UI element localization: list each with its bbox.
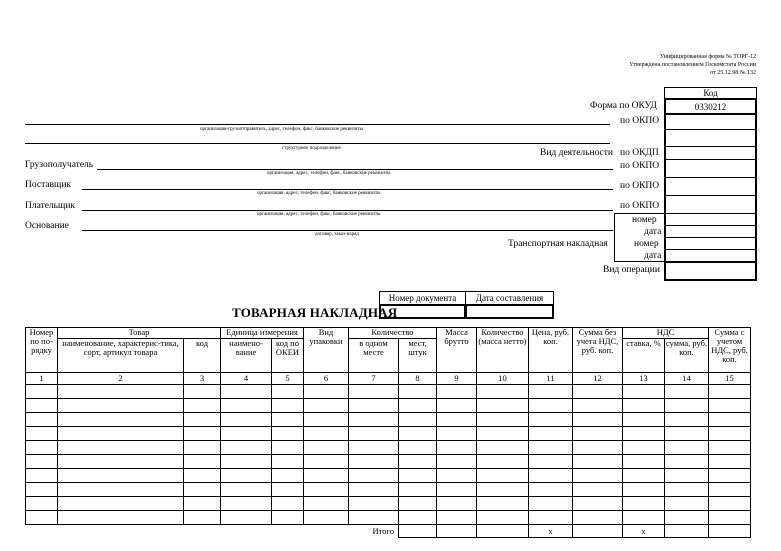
- table-cell[interactable]: [573, 441, 623, 455]
- okpo-sender-field[interactable]: [664, 114, 757, 130]
- column-number: 14: [665, 373, 709, 385]
- table-cell[interactable]: [184, 413, 221, 427]
- table-cell[interactable]: [399, 497, 437, 511]
- table-cell[interactable]: [221, 469, 272, 483]
- col-header-pack: Вид упаковки: [304, 328, 349, 373]
- table-cell[interactable]: [304, 441, 349, 455]
- table-cell[interactable]: [399, 441, 437, 455]
- table-cell[interactable]: [184, 455, 221, 469]
- table-row: [26, 469, 751, 483]
- table-cell[interactable]: [272, 511, 304, 525]
- table-cell[interactable]: [573, 427, 623, 441]
- table-cell[interactable]: [349, 399, 399, 413]
- table-cell[interactable]: [573, 455, 623, 469]
- table-cell[interactable]: [529, 399, 573, 413]
- table-cell[interactable]: [623, 455, 665, 469]
- consignee-label: Грузополучатель: [25, 160, 94, 170]
- table-cell[interactable]: [58, 385, 184, 399]
- date-label-1: дата: [644, 227, 662, 237]
- table-cell[interactable]: [304, 483, 349, 497]
- table-cell[interactable]: [477, 455, 529, 469]
- total-sum-with-vat[interactable]: [709, 525, 751, 538]
- table-cell[interactable]: [272, 469, 304, 483]
- table-cell[interactable]: [709, 413, 751, 427]
- supplier-label: Поставщик: [25, 180, 72, 190]
- table-cell[interactable]: [304, 399, 349, 413]
- table-cell[interactable]: [399, 399, 437, 413]
- table-cell[interactable]: [304, 469, 349, 483]
- table-row: [26, 483, 751, 497]
- col-header-code: код: [184, 339, 221, 373]
- table-cell[interactable]: [184, 497, 221, 511]
- table-cell[interactable]: [272, 385, 304, 399]
- table-cell[interactable]: [477, 469, 529, 483]
- table-row: [26, 441, 751, 455]
- table-cell[interactable]: [349, 427, 399, 441]
- table-cell[interactable]: [665, 511, 709, 525]
- okud-label: Форма по ОКУД: [590, 101, 657, 111]
- table-cell[interactable]: [623, 483, 665, 497]
- division-code-field[interactable]: [664, 129, 757, 147]
- table-cell[interactable]: [58, 413, 184, 427]
- table-cell[interactable]: [709, 511, 751, 525]
- table-cell[interactable]: [623, 441, 665, 455]
- operation-label: Вид операции: [603, 265, 660, 275]
- table-cell[interactable]: [349, 497, 399, 511]
- column-number: 15: [709, 373, 751, 385]
- table-cell[interactable]: [399, 455, 437, 469]
- table-cell[interactable]: [58, 441, 184, 455]
- table-cell[interactable]: [304, 427, 349, 441]
- form-header-line2: Утверждена постановлением Госкомстата России: [629, 62, 756, 68]
- table-cell[interactable]: [529, 497, 573, 511]
- col-header-okei: код по ОКЕИ: [272, 339, 304, 373]
- form-header-line1: Унифицированная форма № ТОРГ-12: [659, 54, 756, 60]
- table-cell[interactable]: [573, 413, 623, 427]
- table-cell[interactable]: [709, 455, 751, 469]
- table-row: [26, 455, 751, 469]
- table-cell[interactable]: [573, 399, 623, 413]
- total-gross[interactable]: [437, 525, 477, 538]
- table-cell[interactable]: [221, 413, 272, 427]
- table-cell[interactable]: [623, 413, 665, 427]
- table-row: [26, 427, 751, 441]
- table-cell[interactable]: [623, 385, 665, 399]
- column-number: 5: [272, 373, 304, 385]
- table-cell[interactable]: [529, 483, 573, 497]
- table-cell[interactable]: [272, 455, 304, 469]
- table-cell[interactable]: [304, 497, 349, 511]
- table-cell[interactable]: [477, 385, 529, 399]
- total-vat-rate-x: х: [623, 525, 665, 538]
- table-cell[interactable]: [26, 413, 58, 427]
- table-cell[interactable]: [437, 413, 477, 427]
- table-cell[interactable]: [529, 413, 573, 427]
- division-line[interactable]: [25, 143, 610, 144]
- table-cell[interactable]: [623, 497, 665, 511]
- table-cell[interactable]: [272, 413, 304, 427]
- table-cell[interactable]: [349, 441, 399, 455]
- total-vat-sum[interactable]: [665, 525, 709, 538]
- col-header-qty-places: мест, штук: [399, 339, 437, 373]
- table-cell[interactable]: [26, 385, 58, 399]
- total-sum-without-vat[interactable]: [573, 525, 623, 538]
- col-header-total: Сумма с учетом НДС, руб. коп.: [709, 328, 751, 373]
- table-cell[interactable]: [665, 441, 709, 455]
- table-cell[interactable]: [349, 455, 399, 469]
- table-cell[interactable]: [184, 483, 221, 497]
- table-cell[interactable]: [623, 511, 665, 525]
- table-cell[interactable]: [477, 483, 529, 497]
- document-title: ТОВАРНАЯ НАКЛАДНАЯ: [232, 305, 398, 320]
- table-cell[interactable]: [437, 483, 477, 497]
- activity-label: Вид деятельности: [540, 148, 614, 158]
- col-header-gross: Масса брутто: [437, 328, 477, 373]
- table-cell[interactable]: [304, 511, 349, 525]
- col-header-vat: НДС: [623, 328, 709, 339]
- table-cell[interactable]: [399, 413, 437, 427]
- table-row: [26, 399, 751, 413]
- supplier-hint: организация, адрес, телефон, факс, банковские реквизиты: [257, 191, 381, 196]
- table-cell[interactable]: [221, 399, 272, 413]
- table-cell[interactable]: [26, 441, 58, 455]
- okdp-label: по ОКДП: [620, 148, 659, 158]
- table-cell[interactable]: [709, 385, 751, 399]
- table-cell[interactable]: [58, 469, 184, 483]
- table-cell[interactable]: [349, 385, 399, 399]
- okpo-label-1: по ОКПО: [620, 116, 660, 126]
- column-number: 3: [184, 373, 221, 385]
- table-cell[interactable]: [58, 427, 184, 441]
- table-cell[interactable]: [221, 511, 272, 525]
- number-label-1: номер: [632, 215, 657, 225]
- column-number: 13: [623, 373, 665, 385]
- table-cell[interactable]: [437, 469, 477, 483]
- table-cell[interactable]: [399, 469, 437, 483]
- operation-type-field[interactable]: [664, 261, 757, 281]
- doc-date-field[interactable]: [465, 304, 554, 319]
- table-cell[interactable]: [477, 427, 529, 441]
- table-cell[interactable]: [221, 441, 272, 455]
- table-cell[interactable]: [573, 497, 623, 511]
- table-cell[interactable]: [665, 385, 709, 399]
- table-cell[interactable]: [477, 497, 529, 511]
- table-row: [26, 497, 751, 511]
- table-cell[interactable]: [349, 483, 399, 497]
- table-cell[interactable]: [709, 483, 751, 497]
- table-cell[interactable]: [26, 497, 58, 511]
- table-cell[interactable]: [58, 399, 184, 413]
- table-cell[interactable]: [26, 469, 58, 483]
- goods-rows: [26, 385, 751, 525]
- table-cell[interactable]: [437, 427, 477, 441]
- table-cell[interactable]: [349, 511, 399, 525]
- column-number: 10: [477, 373, 529, 385]
- table-row: [26, 385, 751, 399]
- table-cell[interactable]: [272, 399, 304, 413]
- table-cell[interactable]: [304, 385, 349, 399]
- okpo-label-2: по ОКПО: [620, 161, 660, 171]
- table-cell[interactable]: [26, 511, 58, 525]
- total-label: Итого: [372, 525, 394, 536]
- table-cell[interactable]: [437, 399, 477, 413]
- table-cell[interactable]: [399, 385, 437, 399]
- table-cell[interactable]: [221, 385, 272, 399]
- table-cell[interactable]: [184, 399, 221, 413]
- table-cell[interactable]: [573, 483, 623, 497]
- table-cell[interactable]: [221, 455, 272, 469]
- table-cell[interactable]: [272, 497, 304, 511]
- table-cell[interactable]: [529, 385, 573, 399]
- table-cell[interactable]: [529, 455, 573, 469]
- okpo-payer-field[interactable]: [664, 195, 757, 214]
- table-cell[interactable]: [184, 441, 221, 455]
- table-cell[interactable]: [26, 399, 58, 413]
- table-cell[interactable]: [477, 413, 529, 427]
- table-cell[interactable]: [709, 497, 751, 511]
- col-header-goods: Товар: [58, 328, 221, 339]
- column-number: 7: [349, 373, 399, 385]
- table-cell[interactable]: [272, 427, 304, 441]
- division-hint: структурное подразделение: [282, 146, 341, 151]
- table-cell[interactable]: [529, 469, 573, 483]
- basis-line[interactable]: [82, 230, 613, 231]
- basis-hint: договор, заказ-наряд: [315, 232, 359, 237]
- okpo-label-4: по ОКПО: [620, 201, 660, 211]
- col-header-unit-name: наимено-вание: [221, 339, 272, 373]
- okpo-label-3: по ОКПО: [620, 181, 660, 191]
- table-cell[interactable]: [623, 469, 665, 483]
- column-number: 12: [573, 373, 623, 385]
- table-cell[interactable]: [623, 427, 665, 441]
- table-cell[interactable]: [221, 497, 272, 511]
- table-cell[interactable]: [184, 385, 221, 399]
- okpo-consignee-field[interactable]: [664, 159, 757, 178]
- table-cell[interactable]: [184, 469, 221, 483]
- table-cell[interactable]: [573, 385, 623, 399]
- table-cell[interactable]: [573, 511, 623, 525]
- goods-table: [25, 327, 751, 538]
- waybill-label: Транспортная накладная: [508, 239, 608, 249]
- col-header-vat-rate: ставка, %: [623, 339, 665, 373]
- table-cell[interactable]: [437, 455, 477, 469]
- col-header-unit: Единица измерения: [221, 328, 304, 339]
- table-cell[interactable]: [349, 413, 399, 427]
- table-cell[interactable]: [304, 455, 349, 469]
- table-cell[interactable]: [665, 497, 709, 511]
- table-cell[interactable]: [665, 399, 709, 413]
- total-places[interactable]: [399, 525, 437, 538]
- table-cell[interactable]: [399, 511, 437, 525]
- column-number: 2: [58, 373, 184, 385]
- okpo-supplier-field[interactable]: [664, 177, 757, 196]
- table-cell[interactable]: [221, 427, 272, 441]
- table-cell[interactable]: [437, 497, 477, 511]
- table-cell[interactable]: [665, 413, 709, 427]
- table-cell[interactable]: [26, 427, 58, 441]
- code-header: Код: [664, 87, 757, 99]
- column-number: 11: [529, 373, 573, 385]
- payer-hint: организация, адрес, телефон, факс, банковские реквизиты: [257, 212, 381, 217]
- table-cell[interactable]: [665, 455, 709, 469]
- consignee-hint: организация, адрес, телефон, факс, банковские реквизиты: [267, 171, 391, 176]
- payer-label: Плательщик: [25, 201, 76, 211]
- table-cell[interactable]: [665, 483, 709, 497]
- column-number: 9: [437, 373, 477, 385]
- table-cell[interactable]: [709, 441, 751, 455]
- okud-code[interactable]: 0330212: [664, 98, 757, 115]
- table-cell[interactable]: [529, 427, 573, 441]
- table-cell[interactable]: [58, 497, 184, 511]
- table-cell[interactable]: [399, 427, 437, 441]
- table-cell[interactable]: [477, 441, 529, 455]
- doc-number-field[interactable]: [379, 304, 466, 319]
- table-cell[interactable]: [623, 399, 665, 413]
- total-row: [26, 525, 751, 538]
- okdp-field[interactable]: [664, 146, 757, 160]
- table-cell[interactable]: [349, 469, 399, 483]
- column-number: 8: [399, 373, 437, 385]
- table-cell[interactable]: [709, 399, 751, 413]
- date-label-2: дата: [644, 251, 662, 261]
- table-cell[interactable]: [437, 441, 477, 455]
- column-number: 6: [304, 373, 349, 385]
- table-row: [26, 413, 751, 427]
- table-cell[interactable]: [58, 483, 184, 497]
- sender-line[interactable]: [25, 124, 610, 125]
- number-label-2: номер: [634, 239, 659, 249]
- table-cell[interactable]: [272, 441, 304, 455]
- supplier-line[interactable]: [82, 189, 613, 190]
- consignee-line[interactable]: [97, 169, 613, 170]
- table-cell[interactable]: [529, 441, 573, 455]
- form-header-line3: от 25.12.98 № 132: [710, 70, 756, 76]
- table-cell[interactable]: [58, 455, 184, 469]
- column-number: 1: [26, 373, 58, 385]
- table-cell[interactable]: [665, 469, 709, 483]
- table-cell[interactable]: [221, 483, 272, 497]
- table-cell[interactable]: [184, 427, 221, 441]
- total-price-x: х: [529, 525, 573, 538]
- col-header-qty: Количество: [349, 328, 437, 339]
- table-cell[interactable]: [399, 483, 437, 497]
- basis-label: Основание: [25, 221, 69, 231]
- col-header-price: Цена, руб. коп.: [529, 328, 573, 373]
- table-cell[interactable]: [437, 385, 477, 399]
- table-cell[interactable]: [573, 469, 623, 483]
- sender-hint: организация-грузоотправитель, адрес, телефон, факс, банковские реквизиты: [200, 127, 363, 132]
- doc-number-header: Номер документа: [379, 291, 466, 305]
- table-cell[interactable]: [477, 511, 529, 525]
- doc-date-header: Дата составления: [465, 291, 554, 305]
- table-row: [26, 511, 751, 525]
- table-cell[interactable]: [58, 511, 184, 525]
- table-cell[interactable]: [477, 399, 529, 413]
- col-header-sum-without-vat: Сумма без учета НДС, руб. коп.: [573, 328, 623, 373]
- table-cell[interactable]: [26, 455, 58, 469]
- table-cell[interactable]: [272, 483, 304, 497]
- column-number: 4: [221, 373, 272, 385]
- col-header-net: Количество (масса нетто): [477, 328, 529, 373]
- col-header-qty-one: в одном месте: [349, 339, 399, 373]
- table-cell[interactable]: [26, 483, 58, 497]
- col-header-num: Номер по по-рядку: [26, 328, 58, 373]
- table-cell[interactable]: [184, 511, 221, 525]
- col-header-goods-name: наименование, характерис-тика, сорт, артикул товара: [58, 339, 184, 373]
- table-cell[interactable]: [709, 427, 751, 441]
- payer-line[interactable]: [82, 210, 613, 211]
- table-cell[interactable]: [304, 413, 349, 427]
- table-cell[interactable]: [665, 427, 709, 441]
- table-cell[interactable]: [529, 511, 573, 525]
- table-cell[interactable]: [709, 469, 751, 483]
- col-header-vat-sum: сумма, руб. коп.: [665, 339, 709, 373]
- column-numbers-row: [26, 373, 751, 385]
- table-cell[interactable]: [437, 511, 477, 525]
- total-net[interactable]: [477, 525, 529, 538]
